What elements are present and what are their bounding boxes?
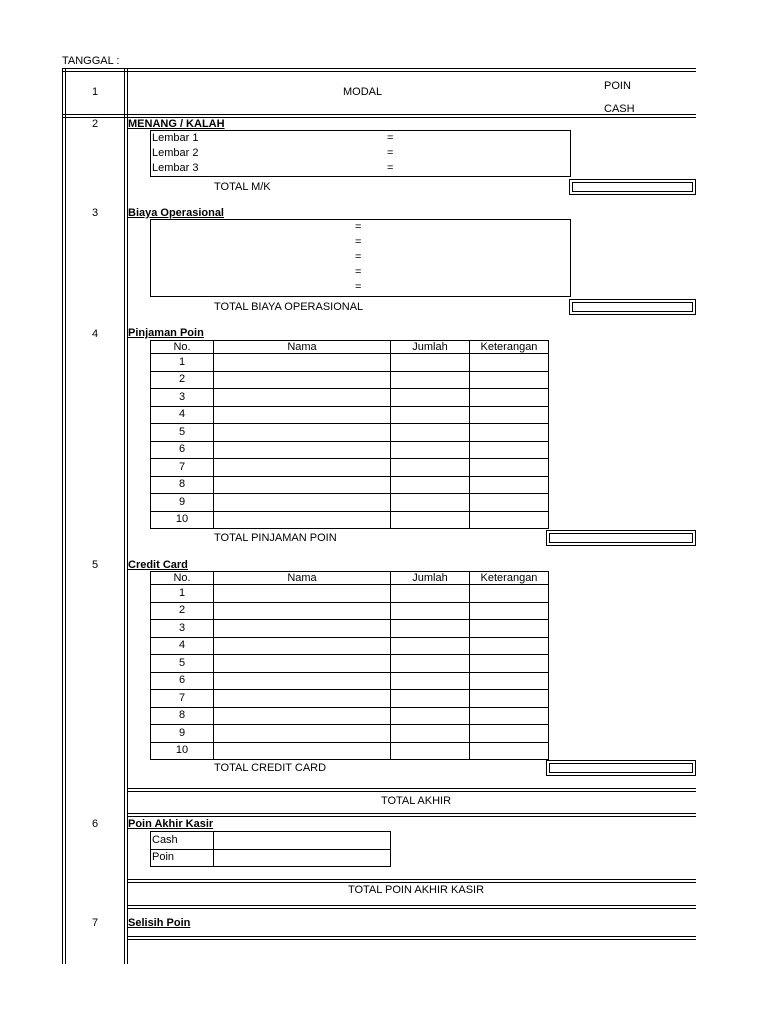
jumlah-cell[interactable]: [391, 602, 470, 620]
jumlah-cell[interactable]: [391, 690, 470, 708]
table-row: [151, 459, 549, 477]
keterangan-cell[interactable]: [470, 424, 549, 442]
total-akhir-bottom-line-2: [128, 816, 696, 817]
nama-cell[interactable]: [214, 707, 391, 725]
lembar-3-eq: =: [387, 162, 394, 174]
nama-cell[interactable]: [214, 354, 391, 372]
row-number: 8: [151, 476, 214, 494]
total-akhir-bottom-line: [128, 813, 696, 814]
section1-bottom-line: [62, 114, 696, 115]
section6-number: 6: [91, 818, 99, 830]
row-number: 1: [151, 585, 214, 603]
total-mk-label: TOTAL M/K: [214, 181, 271, 193]
table-row: [151, 620, 549, 638]
table-row: [151, 424, 549, 442]
column-divider-line: [124, 68, 125, 964]
col-jumlah-header: Jumlah: [391, 341, 470, 354]
jumlah-cell[interactable]: [391, 637, 470, 655]
total-akhir-top-line: [128, 788, 696, 789]
cash-label: CASH: [604, 103, 635, 115]
keterangan-cell[interactable]: [470, 602, 549, 620]
jumlah-cell[interactable]: [391, 476, 470, 494]
section7-title: Selisih Poin: [128, 917, 191, 929]
row-number: 3: [151, 620, 214, 638]
pinjaman-poin-table: [150, 340, 549, 529]
nama-cell[interactable]: [214, 371, 391, 389]
table-row: [151, 371, 549, 389]
row-number: 6: [151, 672, 214, 690]
jumlah-cell[interactable]: [391, 672, 470, 690]
table-row: [151, 476, 549, 494]
table-row: [151, 690, 549, 708]
biaya-eq-4: =: [355, 266, 362, 278]
poin-row-label: Poin: [151, 849, 214, 867]
section4-title: Pinjaman Poin: [128, 327, 204, 339]
table-row: [151, 406, 549, 424]
table-row: [151, 585, 549, 603]
nama-cell[interactable]: [214, 672, 391, 690]
tanggal-label: TANGGAL :: [62, 55, 120, 67]
total-akhir-label: TOTAL AKHIR: [380, 795, 452, 807]
jumlah-cell[interactable]: [391, 354, 470, 372]
poin-akhir-kasir-table: [150, 831, 391, 867]
table-row: [151, 602, 549, 620]
menang-kalah-box: [150, 130, 571, 177]
keterangan-cell[interactable]: [470, 354, 549, 372]
total-biaya-field[interactable]: [569, 299, 696, 315]
nama-cell[interactable]: [214, 690, 391, 708]
row-number: 10: [151, 511, 214, 529]
table-header-row: [151, 341, 549, 354]
section2-title: MENANG / KALAH: [128, 118, 225, 130]
row-number: 4: [151, 406, 214, 424]
jumlah-cell[interactable]: [391, 459, 470, 477]
keterangan-cell[interactable]: [470, 655, 549, 673]
cash-value-cell[interactable]: [214, 832, 391, 850]
total-mk-field[interactable]: [569, 179, 696, 195]
row-number: 9: [151, 494, 214, 512]
frame-top-line: [62, 68, 696, 69]
jumlah-cell[interactable]: [391, 406, 470, 424]
nama-cell[interactable]: [214, 476, 391, 494]
col-jumlah-header: Jumlah: [391, 572, 470, 585]
row-number: 1: [151, 354, 214, 372]
section3-number: 3: [91, 207, 99, 219]
keterangan-cell[interactable]: [470, 406, 549, 424]
biaya-eq-3: =: [355, 251, 362, 263]
row-number: 5: [151, 424, 214, 442]
biaya-operasional-box: [150, 219, 571, 297]
jumlah-cell[interactable]: [391, 585, 470, 603]
table-row: [151, 849, 391, 867]
row-number: 5: [151, 655, 214, 673]
modal-label: MODAL: [343, 86, 383, 98]
keterangan-cell[interactable]: [470, 389, 549, 407]
jumlah-cell[interactable]: [391, 707, 470, 725]
lembar-2-label: Lembar 2: [152, 147, 199, 159]
jumlah-cell[interactable]: [391, 742, 470, 760]
section5-title: Credit Card: [128, 559, 188, 571]
table-row: [151, 637, 549, 655]
col-no-header: No.: [151, 572, 214, 585]
keterangan-cell[interactable]: [470, 725, 549, 743]
nama-cell[interactable]: [214, 511, 391, 529]
row-number: 2: [151, 371, 214, 389]
total-poin-akhir-bottom-line-2: [128, 908, 696, 909]
total-poin-akhir-top-line-2: [128, 882, 696, 883]
jumlah-cell[interactable]: [391, 655, 470, 673]
total-pinjaman-field[interactable]: [546, 530, 696, 546]
jumlah-cell[interactable]: [391, 494, 470, 512]
poin-label: POIN: [604, 80, 631, 92]
keterangan-cell[interactable]: [470, 742, 549, 760]
nama-cell[interactable]: [214, 742, 391, 760]
jumlah-cell[interactable]: [391, 424, 470, 442]
keterangan-cell[interactable]: [470, 585, 549, 603]
nama-cell[interactable]: [214, 585, 391, 603]
nama-cell[interactable]: [214, 725, 391, 743]
row-number: 3: [151, 389, 214, 407]
table-row: [151, 441, 549, 459]
poin-value-cell[interactable]: [214, 849, 391, 867]
selisih-line-2: [128, 939, 696, 940]
lembar-1-eq: =: [387, 132, 394, 144]
jumlah-cell[interactable]: [391, 441, 470, 459]
jumlah-cell[interactable]: [391, 389, 470, 407]
keterangan-cell[interactable]: [470, 672, 549, 690]
total-poin-akhir-label: TOTAL POIN AKHIR KASIR: [347, 884, 485, 896]
col-nama-header: Nama: [214, 341, 391, 354]
table-row: [151, 742, 549, 760]
nama-cell[interactable]: [214, 389, 391, 407]
nama-cell[interactable]: [214, 602, 391, 620]
lembar-2-eq: =: [387, 147, 394, 159]
keterangan-cell[interactable]: [470, 459, 549, 477]
total-credit-card-label: TOTAL CREDIT CARD: [214, 762, 327, 774]
nama-cell[interactable]: [214, 424, 391, 442]
table-row: [151, 832, 391, 850]
nama-cell[interactable]: [214, 494, 391, 512]
credit-card-table: [150, 571, 549, 760]
table-row: [151, 494, 549, 512]
col-keterangan-header: Keterangan: [470, 572, 549, 585]
total-poin-akhir-bottom-line: [128, 905, 696, 906]
row-number: 4: [151, 637, 214, 655]
table-row: [151, 725, 549, 743]
total-poin-akhir-top-line: [128, 879, 696, 880]
keterangan-cell[interactable]: [470, 371, 549, 389]
cash-row-label: Cash: [151, 832, 214, 850]
table-row: [151, 707, 549, 725]
table-row: [151, 511, 549, 529]
jumlah-cell[interactable]: [391, 371, 470, 389]
keterangan-cell[interactable]: [470, 690, 549, 708]
selisih-line: [128, 936, 696, 937]
biaya-eq-1: =: [355, 221, 362, 233]
nama-cell[interactable]: [214, 655, 391, 673]
keterangan-cell[interactable]: [470, 441, 549, 459]
total-akhir-top-line-2: [128, 791, 696, 792]
table-row: [151, 389, 549, 407]
row-number: 10: [151, 742, 214, 760]
section5-number: 5: [91, 559, 99, 571]
section6-title: Poin Akhir Kasir: [128, 818, 214, 830]
section7-number: 7: [91, 917, 99, 929]
keterangan-cell[interactable]: [470, 620, 549, 638]
row-number: 6: [151, 441, 214, 459]
row-number: 7: [151, 459, 214, 477]
table-row: [151, 655, 549, 673]
nama-cell[interactable]: [214, 637, 391, 655]
row-number: 8: [151, 707, 214, 725]
jumlah-cell[interactable]: [391, 725, 470, 743]
keterangan-cell[interactable]: [470, 494, 549, 512]
jumlah-cell[interactable]: [391, 511, 470, 529]
frame-left-line: [62, 68, 63, 964]
section1-number: 1: [91, 86, 99, 98]
total-credit-card-field[interactable]: [546, 760, 696, 776]
jumlah-cell[interactable]: [391, 620, 470, 638]
table-row: [151, 672, 549, 690]
total-pinjaman-label: TOTAL PINJAMAN POIN: [214, 532, 337, 544]
keterangan-cell[interactable]: [470, 707, 549, 725]
frame-top-line-2: [62, 71, 696, 72]
row-number: 2: [151, 602, 214, 620]
section4-number: 4: [91, 328, 99, 340]
section2-number: 2: [91, 118, 99, 130]
table-row: [151, 354, 549, 372]
nama-cell[interactable]: [214, 620, 391, 638]
col-nama-header: Nama: [214, 572, 391, 585]
keterangan-cell[interactable]: [470, 637, 549, 655]
row-number: 7: [151, 690, 214, 708]
row-number: 9: [151, 725, 214, 743]
keterangan-cell[interactable]: [470, 511, 549, 529]
biaya-eq-5: =: [355, 281, 362, 293]
total-biaya-label: TOTAL BIAYA OPERASIONAL: [214, 301, 364, 313]
nama-cell[interactable]: [214, 441, 391, 459]
col-keterangan-header: Keterangan: [470, 341, 549, 354]
lembar-1-label: Lembar 1: [152, 132, 199, 144]
biaya-eq-2: =: [355, 236, 362, 248]
nama-cell[interactable]: [214, 406, 391, 424]
section3-title: Biaya Operasional: [128, 207, 224, 219]
col-no-header: No.: [151, 341, 214, 354]
nama-cell[interactable]: [214, 459, 391, 477]
table-header-row: [151, 572, 549, 585]
keterangan-cell[interactable]: [470, 476, 549, 494]
lembar-3-label: Lembar 3: [152, 162, 199, 174]
